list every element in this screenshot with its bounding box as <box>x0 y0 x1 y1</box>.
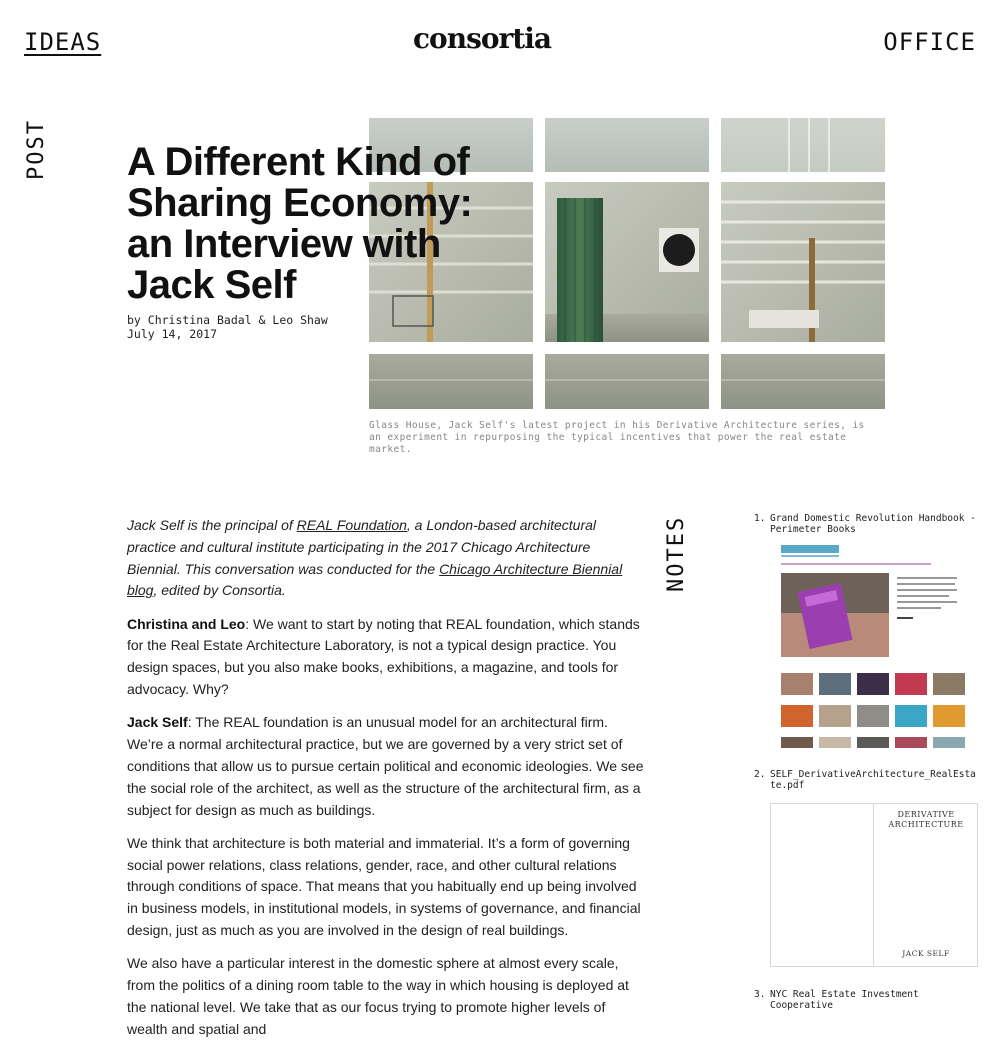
hero-caption: Glass House, Jack Self's latest project in his Derivative Architecture series, is an experiment in repurposing the typical incentives that power the real estate market. <box>369 420 865 455</box>
article-body <box>127 515 647 1052</box>
note-number: 2. <box>754 769 766 780</box>
note-item-2[interactable] <box>754 769 978 791</box>
post-authors: by Christina Badal & Leo Shaw <box>127 313 328 327</box>
answer-paragraph <box>127 712 647 821</box>
pdf-page-divider <box>873 804 874 966</box>
nav-ideas-link[interactable]: IDEAS <box>24 28 102 56</box>
answer-text: : The REAL foundation is an unusual model for an architectural firm. We’re a normal architectural practice, but we are governed by a very strict set of conditions that allow us to pursue certain political and economic ideologies. We see the social role of the architect, as well as the structure of the architectural firm, as a subject for design as much as buildings. <box>127 714 644 818</box>
note-title[interactable]: NYC Real Estate Investment Cooperative <box>770 989 919 1011</box>
article-intro <box>127 515 647 602</box>
note-title[interactable]: Grand Domestic Revolution Handbook - Perimeter Books <box>770 513 976 535</box>
consortia-logo[interactable]: consortia <box>413 22 551 55</box>
note-item-1[interactable] <box>754 513 978 535</box>
note-number: 1. <box>754 513 766 524</box>
speaker-name: Jack Self <box>127 714 188 731</box>
pdf-title: DERIVATIVE ARCHITECTURE <box>888 810 964 829</box>
post-date: July 14, 2017 <box>127 327 218 341</box>
post-title: A Different Kind of Sharing Economy: an Interview with Jack Self <box>127 140 473 307</box>
note-item-3[interactable] <box>754 989 980 1011</box>
body-paragraph: We think that architecture is both material and immaterial. It’s a form of governing social power relations, class relations, gender, race, and other cultural relations through conditions of space. That means that you habitually end up being involved in business models, in institutional models, in systems of governance, and financial design, just as much as you are involved in the design of real buildings. <box>127 834 641 939</box>
derivative-architecture-pdf-thumbnail[interactable] <box>770 803 978 967</box>
intro-text: , a London-based architectural practice and cultural institute participating in the 2017 Chicago Architecture Biennial. This conversation was conducted for the <box>127 517 597 577</box>
pdf-author: JACK SELF <box>902 949 950 958</box>
perimeter-books-thumbnail[interactable] <box>775 543 965 748</box>
speaker-name: Christina and Leo <box>127 615 246 632</box>
note-number: 3. <box>754 989 766 1000</box>
real-foundation-link[interactable]: REAL Foundation <box>296 517 407 533</box>
note-title[interactable]: SELF_DerivativeArchitecture_RealEstate.pdf <box>770 769 976 791</box>
intro-text: , edited by Consortia. <box>153 582 286 599</box>
question-text: : We want to start by noting that REAL foundation, which stands for the Real Estate Architecture Laboratory, is not a typical design practice. You design spaces, but you also make books, exhibitions, a magazine, and tools for advocacy. Why? <box>127 615 640 698</box>
intro-text: Jack Self is the principal of <box>127 517 297 533</box>
notes-list <box>754 513 978 791</box>
biennial-blog-link[interactable]: Chicago Architecture Biennial blog <box>127 560 623 599</box>
post-section-label: POST <box>24 119 49 180</box>
question-paragraph <box>127 614 647 701</box>
notes-section-label: NOTES <box>664 515 689 592</box>
body-paragraph: We also have a particular interest in the domestic sphere at almost every scale, from the politics of a dining room table to the way in which housing is deployed at the national level. We take that as our focus trying to promote higher levels of wealth and spatial and <box>127 955 629 1037</box>
nav-office-link[interactable]: OFFICE <box>883 28 976 56</box>
post-byline <box>127 313 328 341</box>
